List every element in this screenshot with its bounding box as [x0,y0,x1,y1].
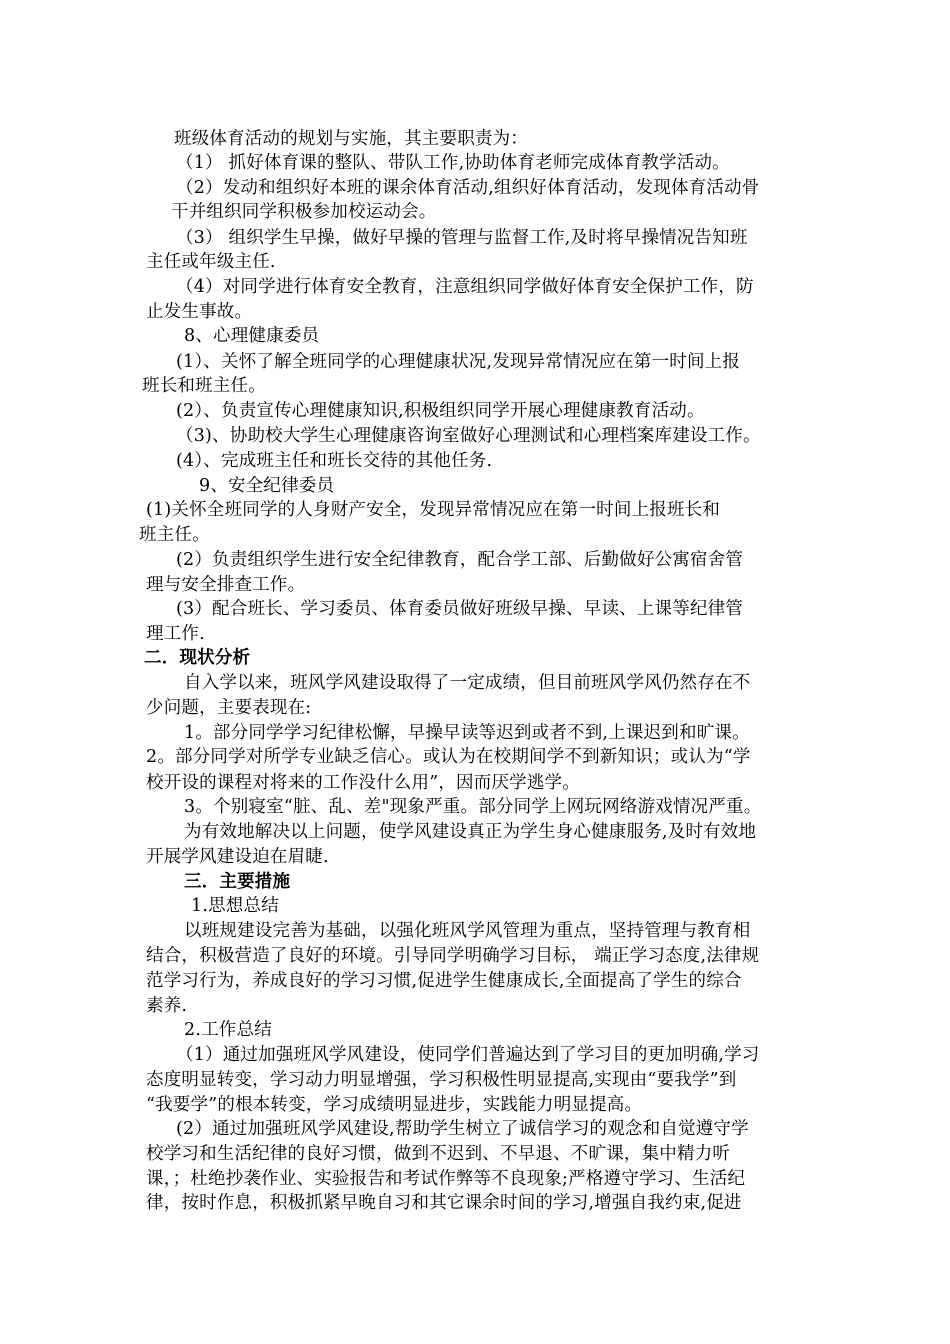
text-line: （1）通过加强班风学风建设，使同学们普遍达到了学习目的更加明确,学习 [176,1045,760,1065]
text-line: 课，；杜绝抄袭作业、实验报告和考试作弊等不良现象;严格遵守学习、生活纪 [146,1169,746,1189]
text-line: (2）负责组织学生进行安全纪律教育，配合学工部、后勤做好公寓宿舍管 [176,550,744,570]
text-line: 2。部分同学对所学专业缺乏信心。或认为在校期间学不到新知识；或认为“学 [146,747,751,767]
text-line: （4）对同学进行体育安全教育，注意组织同学做好体育安全保护工作，防 [176,277,754,297]
text-line: 态度明显转变，学习动力明显增强，学习积极性明显提高,实现由“要我学”到 [146,1070,737,1090]
subsection-heading-1: 1.思想总结 [191,896,279,916]
text-line: 素养. [146,996,188,1016]
text-line: 结合，积极营造了良好的环境。引导同学明确学习目标， 端正学习态度,法律规 [146,946,760,966]
text-line: 自入学以来，班风学风建设取得了一定成绩，但目前班风学风仍然存在不 [184,673,751,693]
section-heading-3: 三．主要措施 [184,872,291,892]
text-line: 理工作. [146,624,205,644]
section-heading-2: 二．现状分析 [144,648,251,668]
text-line: 主任或年级主任. [146,252,276,272]
text-line: 3。个别寝室“脏、乱、差"现象严重。部分同学上网玩网络游戏情况严重。 [184,797,762,817]
text-line: （3） 组织学生早操，做好早操的管理与监督工作,及时将早操情况告知班 [176,228,748,248]
text-line: (3）配合班长、学习委员、体育委员做好班级早操、早读、上课等纪律管 [176,599,744,619]
text-line: 范学习行为，养成良好的学习习惯,促进学生健康成长,全面提高了学生的综合 [146,971,742,991]
text-line: （1） 抓好体育课的整队、带队工作,协助体育老师完成体育教学活动。 [176,153,730,173]
text-line: 班主任。 [139,525,210,545]
text-line: 以班规建设完善为基础，以强化班风学风管理为重点，坚持管理与教育相 [184,921,751,941]
text-line: 1。部分同学学习纪律松懈，早操早读等迟到或者不到,上课迟到和旷课。 [184,723,750,743]
text-line: (1）、关怀了解全班同学的心理健康状况,发现异常情况应在第一时间上报 [176,352,741,372]
text-line: 班长和班主任。 [142,376,266,396]
section-heading-8: 8、心理健康委员 [184,326,320,346]
subsection-heading-2: 2.工作总结 [184,1020,272,1040]
text-line: 干并组织同学积极参加校运动会。 [171,202,437,222]
text-line: (1)关怀全班同学的人身财产安全，发现异常情况应在第一时间上报班长和 [146,500,721,520]
text-line: “我要学”的根本转变，学习成绩明显进步，实践能力明显提高。 [146,1095,643,1115]
text-line: （3)、协助校大学生心理健康咨询室做好心理测试和心理档案库建设工作。 [176,426,761,446]
text-line: 开展学风建设迫在眉睫. [146,847,329,867]
text-line: (4）、完成班主任和班长交待的其他任务. [176,451,493,471]
text-line: （2）发动和组织好本班的课余体育活动,组织好体育活动，发现体育活动骨 [176,178,760,198]
section-heading-9: 9、安全纪律委员 [199,476,335,496]
text-line: (2）、负责宣传心理健康知识,积极组织同学开展心理健康教育活动。 [176,401,705,421]
text-line: (2）通过加强班风学风建设,帮助学生树立了诚信学习的观念和自觉遵守学 [176,1119,749,1139]
text-line: 校开设的课程对将来的工作没什么用”，因而厌学逃学。 [146,773,580,793]
text-line: 班级体育活动的规划与实施，其主要职责为： [174,129,528,149]
text-line: 为有效地解决以上问题，使学风建设真正为学生身心健康服务,及时有效地 [184,822,757,842]
text-line: 理与安全排查工作。 [146,575,306,595]
text-line: 校学习和生活纪律的良好习惯，做到不迟到、不早退、不旷课，集中精力听 [146,1144,731,1164]
text-line: 少问题，主要表现在: [146,698,312,718]
text-line: 律，按时作息，积极抓紧早晚自习和其它课余时间的学习,增强自我约束,促进 [146,1193,742,1213]
text-line: 止发生事故。 [146,302,253,322]
